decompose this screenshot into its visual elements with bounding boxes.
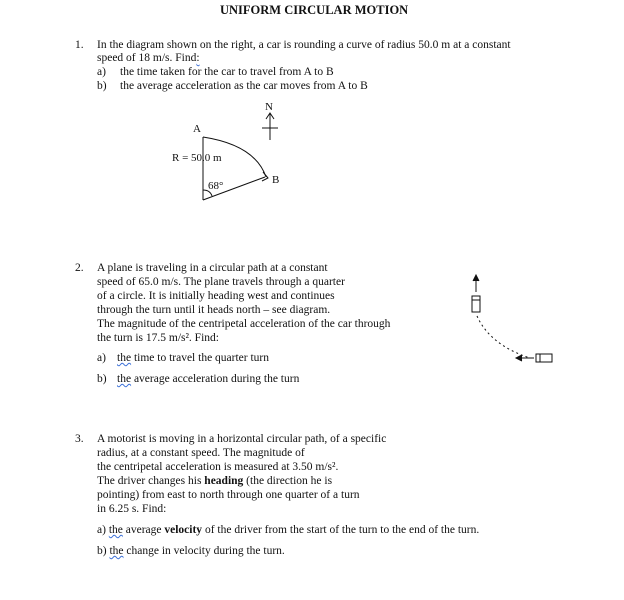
- q3-b-text: change in velocity during the turn.: [123, 545, 285, 557]
- point-b-label: B: [272, 174, 280, 186]
- q3-b: [97, 544, 285, 558]
- angle-label: 68°: [208, 180, 224, 192]
- q3-line4-a: The driver changes his: [97, 475, 205, 487]
- q3-line1: A motorist is moving in a horizontal circular path, of a specific: [97, 433, 387, 445]
- q2-b-label: b): [97, 373, 107, 385]
- q3-a-velocity: velocity: [164, 524, 203, 536]
- q3-a-text2: of the driver from the start of the turn to the end of the turn.: [202, 524, 480, 536]
- plane-start-icon: [536, 354, 552, 362]
- plane-end-icon: [472, 296, 480, 312]
- q2-b-rest: average acceleration during the turn: [131, 373, 300, 385]
- q3-line5: pointing) from east to north through one quarter of a turn: [97, 489, 360, 501]
- q2-a-the: the: [117, 352, 132, 364]
- q3-a: [97, 523, 479, 537]
- q1-line2-colon: :: [196, 52, 200, 64]
- north-label: N: [265, 101, 273, 113]
- page-title: UNIFORM CIRCULAR MOTION: [220, 3, 409, 17]
- q1-b-text: the average acceleration as the car moves from A to B: [120, 80, 368, 92]
- q1-number: 1.: [75, 39, 84, 51]
- q3-line6: in 6.25 s. Find:: [97, 503, 167, 515]
- point-a-label: A: [193, 123, 201, 135]
- plane-north-arrowhead: [473, 275, 479, 281]
- q1-a-text: the time taken for the car to travel from A to B: [120, 66, 334, 78]
- q1-line2-text: speed of 18 m/s. Find: [97, 52, 197, 64]
- q2-a-rest: time to travel the quarter turn: [131, 352, 270, 364]
- q3-line2: radius, at a constant speed. The magnitude of: [97, 447, 305, 459]
- q2-line2: speed of 65.0 m/s. The plane travels through a quarter: [97, 276, 345, 288]
- q2-line5: The magnitude of the centripetal acceleration of the car through: [97, 318, 391, 330]
- q2-number: 2.: [75, 262, 84, 274]
- q3-a-text1: average: [122, 524, 165, 536]
- plane-west-arrowhead: [516, 355, 522, 361]
- q3-number: 3.: [75, 433, 84, 445]
- q1-line1: In the diagram shown on the right, a car is rounding a curve of radius 50.0 m at a constant: [97, 39, 511, 51]
- q2-line3: of a circle. It is initially heading west and continues: [97, 290, 335, 302]
- q2-line4: through the turn until it heads north – see diagram.: [97, 304, 331, 316]
- q3-a-the: the: [108, 524, 123, 536]
- q3-b-label: b): [97, 545, 107, 557]
- q2-b-the: the: [117, 373, 132, 385]
- plane-path-dotted: [477, 316, 530, 358]
- q3-b-the: the: [109, 545, 124, 557]
- q3-line3: the centripetal acceleration is measured at 3.50 m/s².: [97, 461, 339, 473]
- q2-line1: A plane is traveling in a circular path at a constant: [97, 262, 328, 274]
- q2-a-label: a): [97, 352, 106, 364]
- q3-line4: [97, 474, 332, 488]
- q3-a-label: a): [97, 524, 106, 536]
- radius-label: R = 50.0 m: [172, 152, 222, 164]
- q3-line4-c: (the direction he is: [243, 475, 333, 487]
- q1-a-label: a): [97, 66, 106, 78]
- q2-line6: the turn is 17.5 m/s². Find:: [97, 332, 219, 344]
- q3-line4-heading: heading: [204, 475, 244, 487]
- q1-b-label: b): [97, 80, 107, 92]
